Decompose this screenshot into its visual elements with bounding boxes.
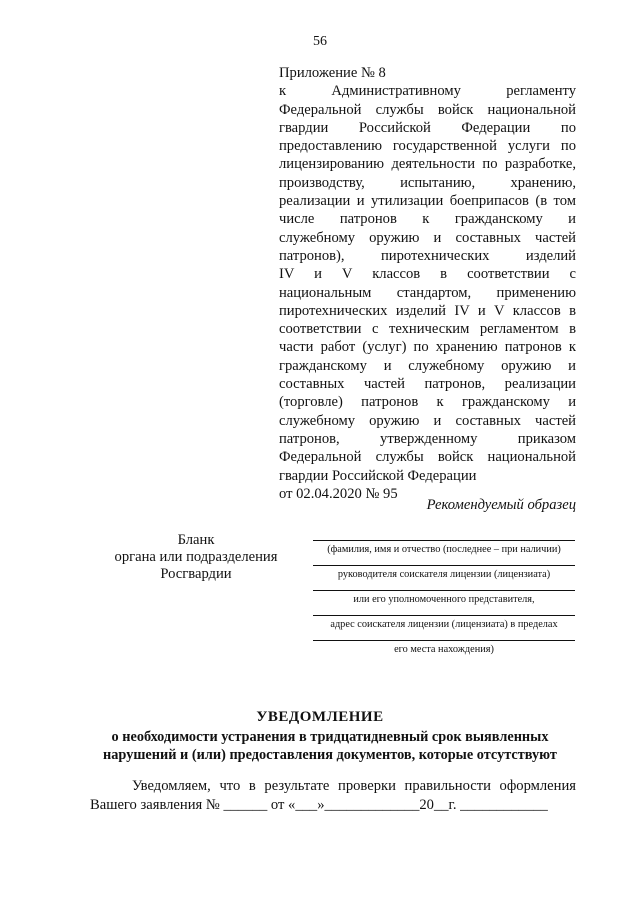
- notice-subtitle-line: нарушений и (или) предоставления документов, которые отсутствуют: [103, 747, 557, 763]
- address-field[interactable]: адрес соискателя лицензии (лицензиата) в пределах: [313, 615, 575, 640]
- appendix-line: национальным стандартом, применению: [279, 284, 576, 301]
- appendix-line: Федеральной службы войск национальной: [279, 449, 576, 466]
- appendix-line: гражданскому и служебному оружию и: [279, 357, 576, 374]
- appendix-line: лицензированию деятельности по разработке,: [279, 156, 576, 173]
- appendix-line: патронов, утвержденному приказом: [279, 430, 576, 447]
- letterhead-block: [106, 532, 286, 583]
- appendix-line: Федеральной службы войск национальной: [279, 101, 576, 118]
- representative-field[interactable]: или его уполномоченного представителя,: [313, 590, 575, 615]
- appendix-line: Приложение № 8: [279, 65, 386, 81]
- notice-body: [90, 777, 576, 815]
- appendix-line: числе патронов к гражданскому и: [279, 211, 576, 228]
- head-field[interactable]: руководителя соискателя лицензии (лицензиата): [313, 565, 575, 590]
- appendix-line: пиротехнических изделий IV и V классов в: [279, 302, 576, 319]
- appendix-line: служебному оружию и составных частей: [279, 412, 576, 429]
- appendix-line: к Административному регламенту: [279, 83, 576, 100]
- recommended-sample-label: Рекомендуемый образец: [426, 497, 576, 513]
- fio-field[interactable]: (фамилия, имя и отчество (последнее – при наличии): [313, 540, 575, 565]
- body-line: Уведомляем, что в результате проверки правильности оформления: [132, 778, 576, 794]
- location-field[interactable]: его места нахождения): [313, 640, 575, 665]
- notice-subtitle: [80, 728, 580, 764]
- appendix-line: соответствии с техническим регламентом в: [279, 321, 576, 338]
- appendix-line: производству, испытанию, хранению,: [279, 174, 576, 191]
- appendix-line: (торговле) патронов к гражданскому и: [279, 394, 576, 411]
- appendix-line: гвардии Российской Федерации: [279, 467, 477, 484]
- appendix-line: части работ (услуг) по хранению патронов к: [279, 339, 576, 356]
- appendix-line: служебному оружию и составных частей: [279, 229, 576, 246]
- appendix-header: [279, 64, 576, 503]
- page-number: 56: [313, 34, 327, 49]
- appendix-line: реализации и утилизации боеприпасов (в том: [279, 193, 576, 210]
- appendix-line: IV и V классов в соответствии с: [279, 266, 576, 283]
- notice-title: УВЕДОМЛЕНИЕ: [256, 709, 384, 725]
- application-number-line[interactable]: Вашего заявления № ______ от «___»_____________20__г. ____________: [90, 797, 548, 813]
- letterhead-line: Бланк: [177, 532, 215, 548]
- notice-subtitle-line: о необходимости устранения в тридцатидневный срок выявленных: [111, 729, 549, 745]
- addressee-fields: [313, 540, 575, 665]
- appendix-line: от 02.04.2020 № 95: [279, 485, 398, 502]
- letterhead-line: органа или подразделения: [114, 549, 278, 565]
- appendix-line: предоставлению государственной услуги по: [279, 138, 576, 155]
- appendix-line: гвардии Российской Федерации по: [279, 119, 576, 136]
- appendix-line: патронов), пиротехнических изделий: [279, 247, 576, 264]
- letterhead-line: Росгвардии: [160, 566, 232, 582]
- appendix-line: составных частей патронов, реализации: [279, 376, 576, 393]
